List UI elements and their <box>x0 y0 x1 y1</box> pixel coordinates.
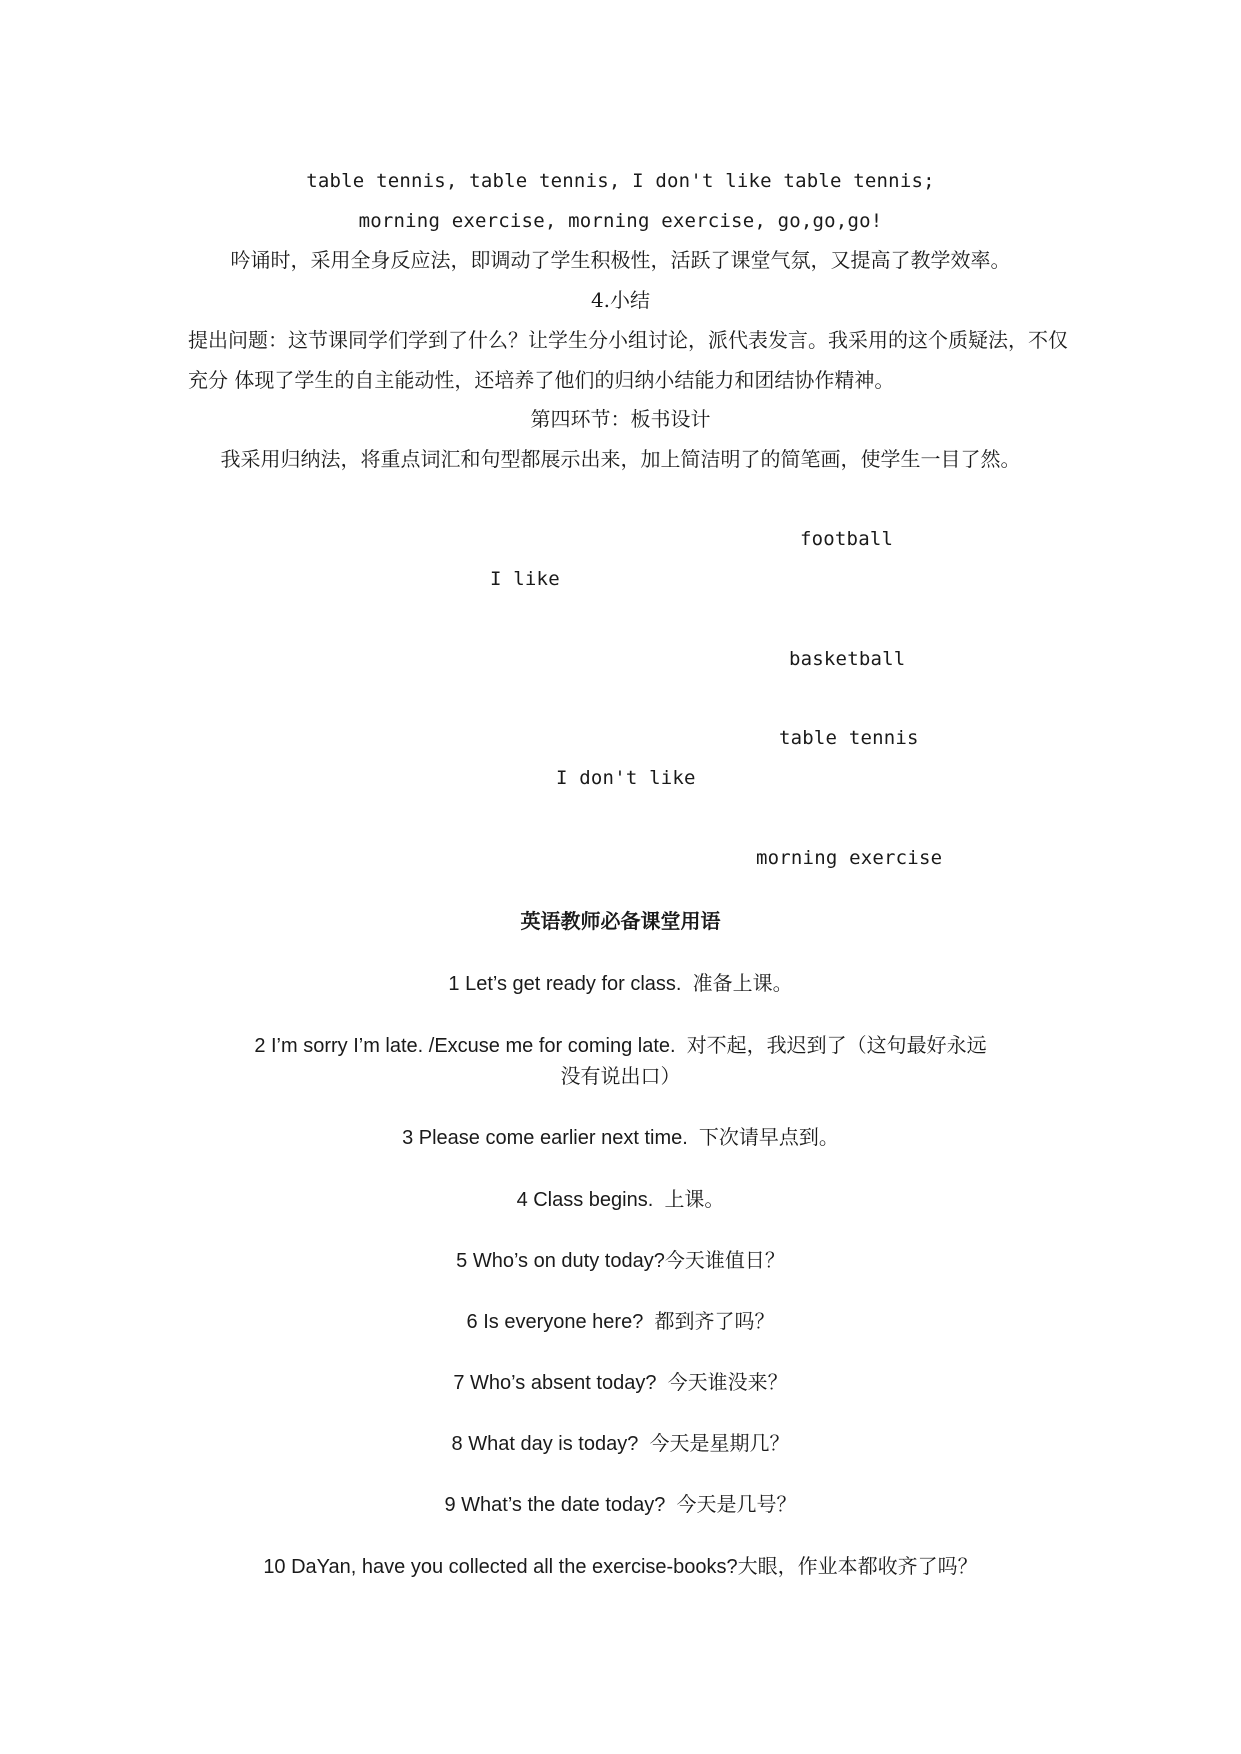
phrase-en: 1 Let’s get ready for class. <box>448 973 682 995</box>
phrase-zh: 今天是几号？ <box>676 1492 797 1516</box>
phrases-title: 英语教师必备课堂用语 <box>520 909 721 933</box>
phrase-zh: 今天谁没来？ <box>667 1370 788 1394</box>
phrase-zh: 今天是星期几？ <box>649 1431 790 1455</box>
phrase-en: 10 DaYan, have you collected all the exercise-books? <box>263 1556 738 1578</box>
chant-note: 吟诵时，采用全身反应法，即调动了学生积极性，活跃了课堂气氛，又提高了教学效率。 <box>230 248 1011 272</box>
phrase-item-continuation: 没有说出口） <box>560 1064 681 1088</box>
phrase-zh: 准备上课。 <box>692 971 793 995</box>
phrase-zh: 今天谁值日？ <box>664 1248 785 1272</box>
phrase-zh: 下次请早点到。 <box>698 1125 839 1149</box>
phrase-en: 5 Who’s on duty today? <box>456 1250 665 1272</box>
board-item-morning-exercise: morning exercise <box>756 847 943 869</box>
phrase-item <box>0 1372 1241 1393</box>
phrase-item <box>0 1189 1241 1210</box>
board-item-table-tennis: table tennis <box>779 727 919 749</box>
summary-heading: 4.小结 <box>590 288 651 312</box>
chant-line-2: morning exercise, morning exercise, go,go,go! <box>358 210 883 232</box>
phrase-item <box>0 1127 1241 1148</box>
phrase-en: 2 I’m sorry I’m late. /Excuse me for coming late. <box>254 1035 676 1057</box>
phrase-item <box>0 1035 1241 1056</box>
phrase-item <box>0 1494 1241 1515</box>
phrase-zh: 都到齐了吗？ <box>654 1309 775 1333</box>
phrase-en: 9 What’s the date today? <box>444 1494 666 1516</box>
phrase-item <box>0 1433 1241 1454</box>
board-item-football: football <box>800 528 894 550</box>
phrase-en: 3 Please come earlier next time. <box>402 1127 688 1149</box>
chant-line-1: table tennis, table tennis, I don't like table tennis; <box>306 170 935 192</box>
phrase-item <box>0 1250 1241 1271</box>
phrase-en: 7 Who’s absent today? <box>453 1372 657 1394</box>
phrase-zh: 对不起，我迟到了（这句最好永远 <box>686 1033 987 1057</box>
summary-paragraph: 提出问题：这节课同学们学到了什么？让学生分小组讨论，派代表发言。我采用的这个质疑法，不仅充分 体现了学生的自主能动性，还培养了他们的归纳小结能力和团结协作精神。 <box>188 328 1068 392</box>
phrase-en: 6 Is everyone here? <box>466 1311 644 1333</box>
board-item-basketball: basketball <box>789 648 906 670</box>
board-heading: 第四环节：板书设计 <box>530 407 711 431</box>
phrase-item <box>0 973 1241 994</box>
phrase-item <box>0 1311 1241 1332</box>
board-paragraph: 我采用归纳法，将重点词汇和句型都展示出来，加上简洁明了的简笔画，使学生一目了然。 <box>220 447 1021 471</box>
phrase-item <box>0 1556 1241 1577</box>
phrase-zh: 大眼，作业本都收齐了吗？ <box>737 1554 978 1578</box>
phrase-en: 4 Class begins. <box>516 1189 654 1211</box>
phrase-en: 8 What day is today? <box>451 1433 639 1455</box>
board-label-dislike: I don't like <box>556 767 696 789</box>
phrase-zh: 上课。 <box>664 1187 725 1211</box>
board-label-like: I like <box>490 568 560 590</box>
